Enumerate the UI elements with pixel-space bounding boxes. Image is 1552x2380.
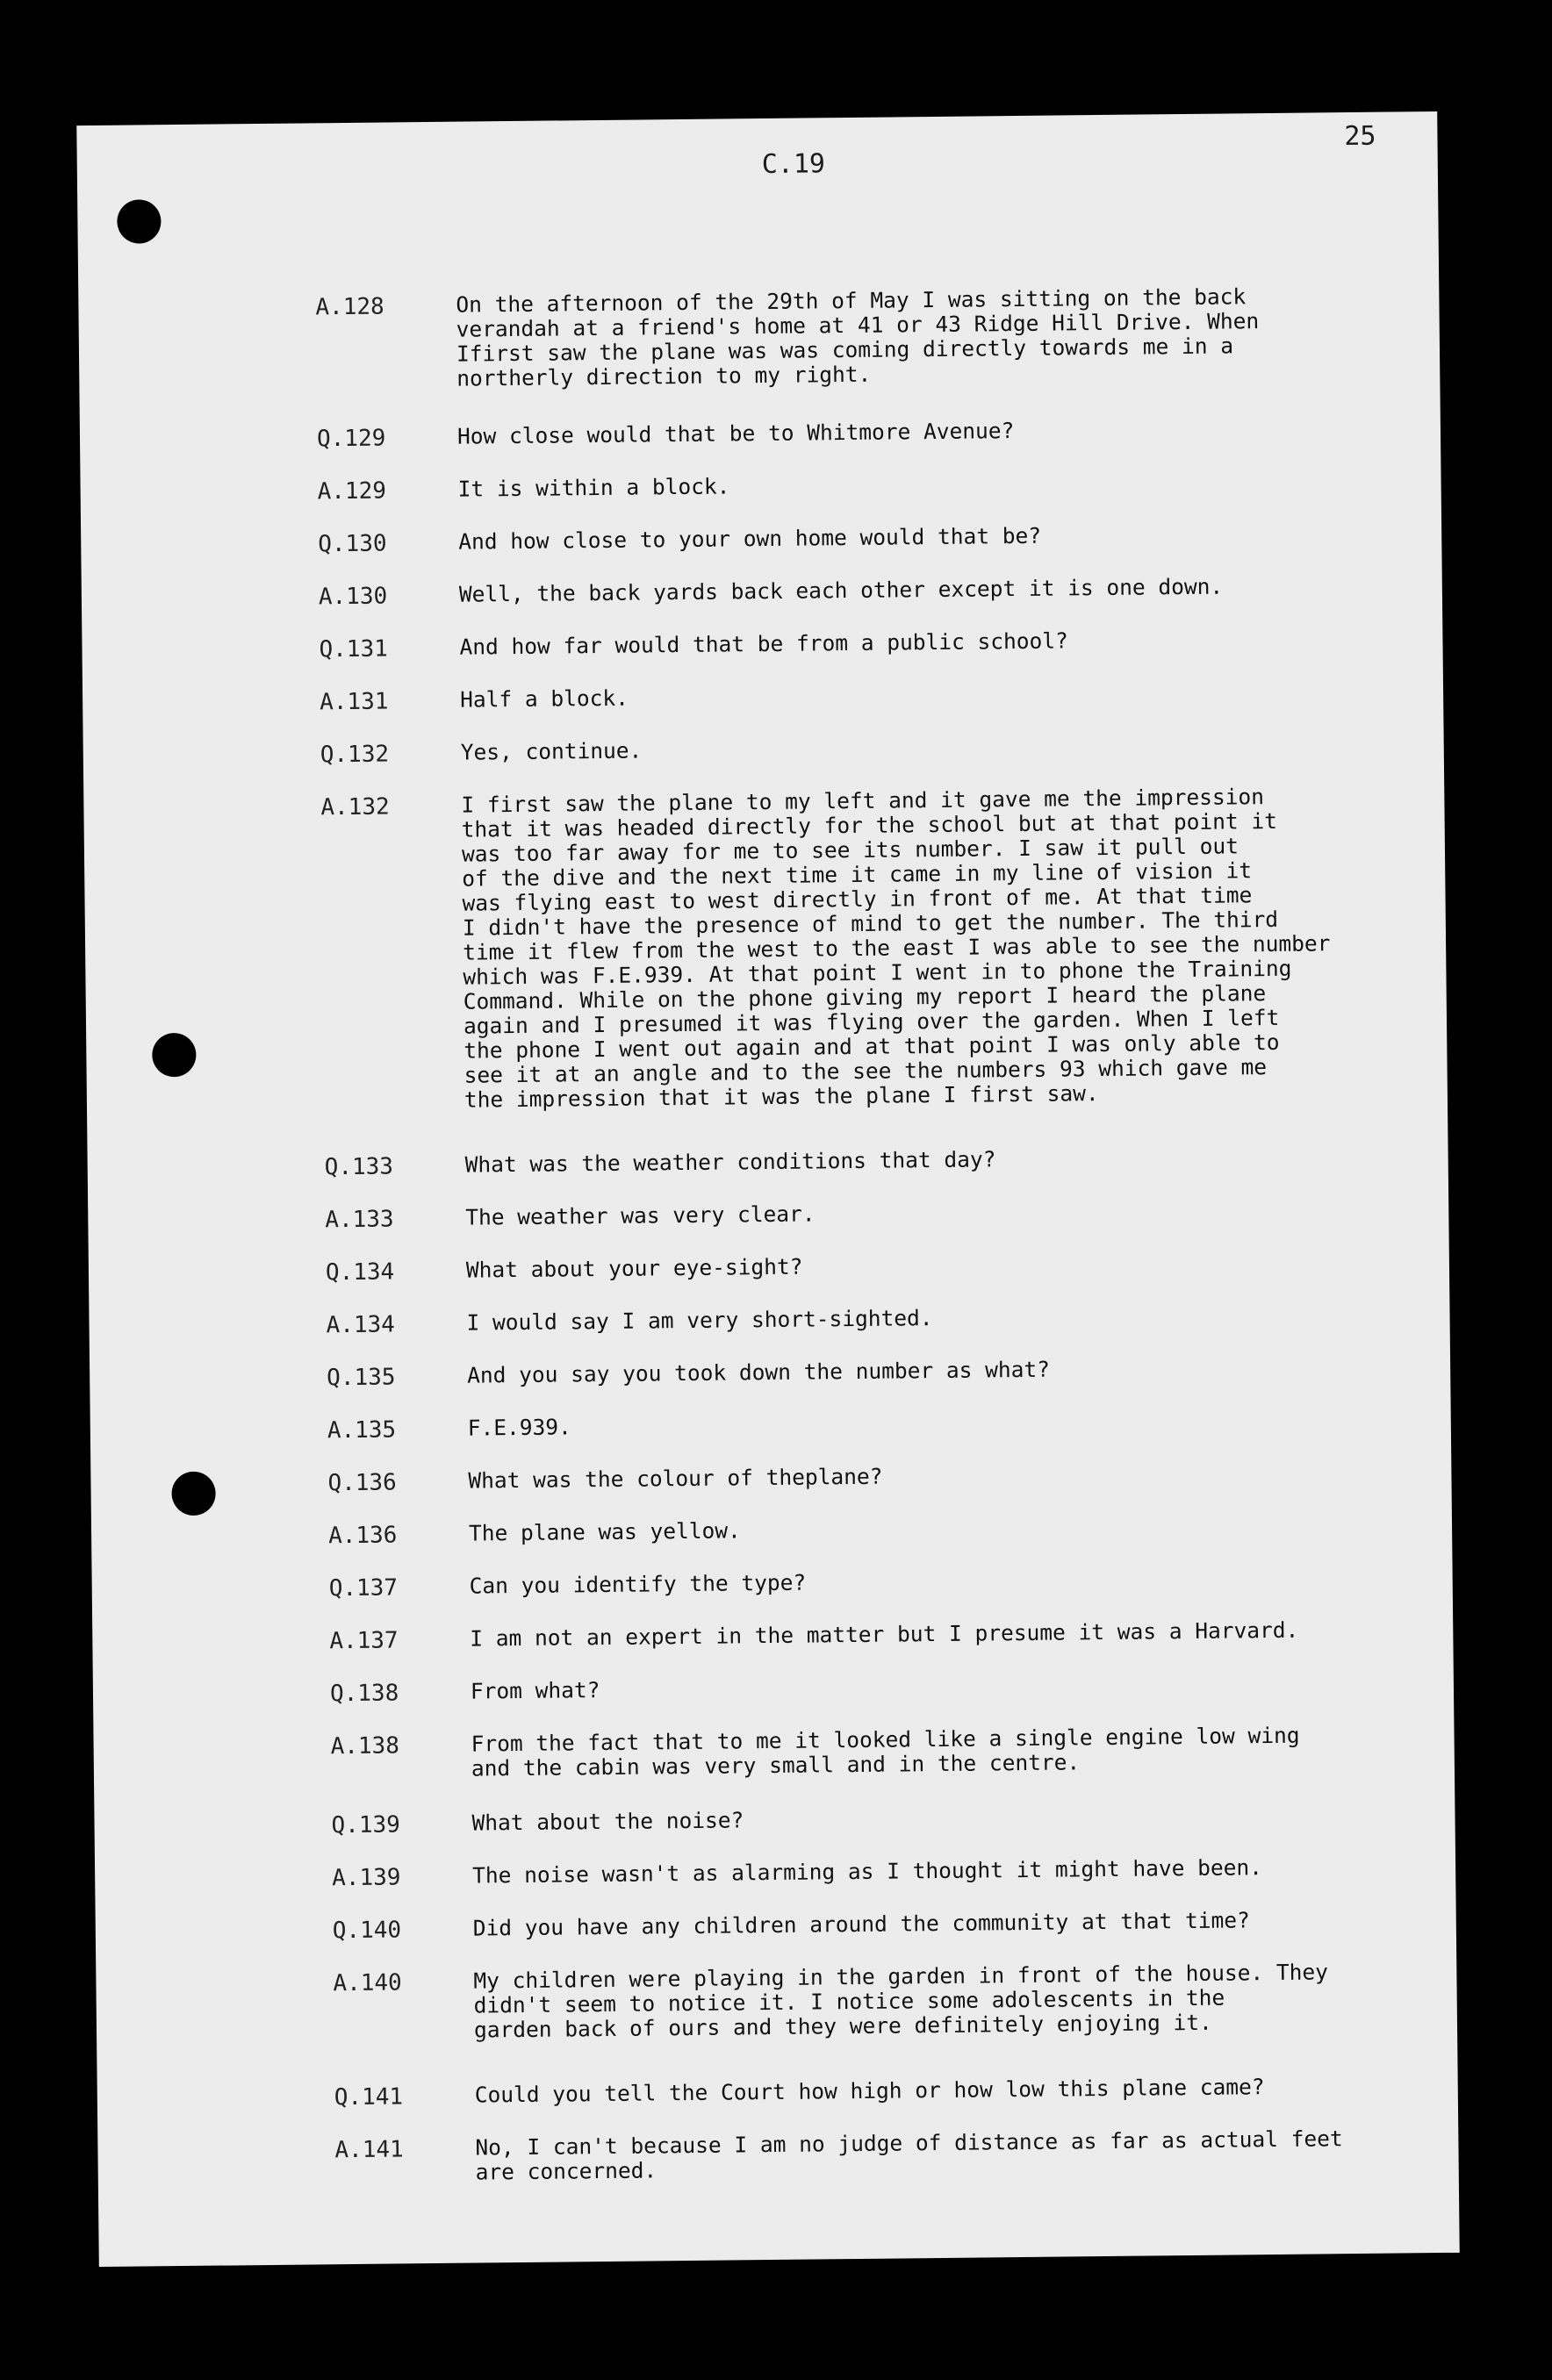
entry-label: A.131 — [320, 688, 389, 716]
testimony-entry — [83, 783, 1444, 1113]
entry-text: From the fact that to me it looked like a single engine low wing and the cabin was very small and in the centre. — [471, 1722, 1300, 1781]
entry-label: Q.130 — [318, 530, 387, 558]
punch-hole — [152, 1033, 197, 1078]
testimony-entry — [80, 414, 1441, 453]
entry-text: What about the noise? — [471, 1807, 744, 1836]
testimony-entry — [88, 1143, 1448, 1181]
entry-text: Did you have any children around the community at that time? — [472, 1907, 1250, 1941]
entry-label: A.140 — [333, 1969, 402, 1997]
entry-label: A.136 — [327, 1522, 398, 1550]
entry-label: Q.132 — [320, 741, 390, 769]
punch-hole — [171, 1472, 216, 1516]
entry-label: Q.138 — [329, 1680, 399, 1708]
testimony-entry — [97, 2126, 1458, 2185]
entry-text: Well, the back yards back each other except it is one down. — [458, 573, 1224, 607]
testimony-entry — [94, 1801, 1455, 1839]
entry-text: Half a block. — [459, 685, 629, 713]
testimony-entry — [92, 1617, 1453, 1655]
entry-text: Can you identify the type? — [469, 1569, 807, 1599]
entry-text: And how far would that be from a public school? — [459, 627, 1068, 660]
entry-text: What was the weather conditions that day? — [464, 1146, 996, 1178]
entry-label: A.134 — [326, 1311, 396, 1339]
testimony-entry — [95, 1853, 1455, 1892]
testimony-entry — [93, 1722, 1454, 1781]
entry-text: Could you tell the Court how high or how low this plane came? — [474, 2074, 1265, 2108]
punch-hole — [117, 199, 162, 244]
entry-label: A.128 — [315, 293, 384, 321]
testimony-entry — [89, 1301, 1449, 1339]
entry-label: Q.139 — [331, 1811, 401, 1839]
entry-label: Q.133 — [324, 1153, 394, 1181]
testimony-entry — [90, 1406, 1451, 1444]
testimony-entry — [96, 1906, 1456, 1945]
entry-label: Q.134 — [325, 1258, 395, 1287]
entry-text: I would say I am very short-sighted. — [466, 1305, 933, 1336]
entry-label: Q.140 — [332, 1917, 402, 1945]
testimony-entry — [97, 2073, 1458, 2111]
entry-text: What about your eye-sight? — [465, 1253, 803, 1283]
testimony-entry — [83, 677, 1443, 716]
entry-text: I first saw the plane to my left and it gave me the impression that it was headed directly for the school but at that point it was too far away for me to see its number. I saw it pull out of the dive and the next time it came in my line of vision it was flying east to west directly in front of me. At that time I didn't have the presence of mind to get the number. The third time it flew from the west to the east I was able to see the number which was F.E.939. At that point I went in to phone the Training Command. While on the phone giving my report I heard the plane again and I presumed it was flying over the garden. When I left the phone I went out again and at that point I was only able to see it at an angle and to the see the numbers 93 which gave me the impression that it was the plane I first saw. — [461, 784, 1331, 1113]
entry-text: From what? — [470, 1677, 600, 1704]
testimony-entry — [83, 730, 1444, 769]
testimony-entry — [88, 1195, 1448, 1234]
testimony-entry — [90, 1459, 1451, 1497]
entry-text: What was the colour of theplane? — [468, 1463, 883, 1494]
entry-text: The noise wasn't as alarming as I thought it might have been. — [472, 1854, 1263, 1889]
entry-text: It is within a block. — [457, 473, 730, 502]
testimony-entry — [90, 1353, 1450, 1392]
entry-text: And how close to your own home would that be? — [458, 522, 1042, 555]
entry-text: No, I can't because I am no judge of distance as far as actual feet are concerned. — [475, 2126, 1343, 2185]
entry-label: Q.135 — [327, 1364, 396, 1392]
header-code: C.19 — [761, 148, 826, 181]
testimony-entry — [78, 283, 1439, 391]
entry-text: The plane was yellow. — [468, 1517, 741, 1546]
entry-label: A.133 — [325, 1206, 394, 1234]
testimony-entry — [93, 1669, 1454, 1708]
entry-label: A.130 — [318, 583, 388, 611]
entry-label: Q.137 — [328, 1574, 399, 1602]
entry-label: A.135 — [327, 1416, 397, 1444]
entry-label: A.129 — [317, 477, 387, 505]
entry-text: I am not an expert in the matter but I presume it was a Harvard. — [470, 1617, 1299, 1652]
page-number: 25 — [1344, 120, 1376, 153]
testimony-entry — [82, 572, 1442, 611]
document-page — [76, 111, 1459, 2267]
entry-label: A.138 — [330, 1732, 400, 1760]
entry-text: On the afternoon of the 29th of May I was sitting on the back verandah at a friend's home at 41 or 43 Ridge Hill Drive. When Ifirst saw the plane was was coming directly towards me in a northerly direction to my right. — [456, 283, 1260, 391]
entry-label: Q.131 — [319, 635, 388, 663]
testimony-entry — [89, 1248, 1449, 1287]
entry-text: F.E.939. — [467, 1414, 571, 1441]
entry-label: Q.136 — [327, 1469, 397, 1497]
entry-label: Q.129 — [316, 425, 386, 453]
entry-label: A.139 — [332, 1864, 401, 1892]
entry-text: The weather was very clear. — [465, 1201, 816, 1230]
testimony-entry — [92, 1564, 1453, 1602]
testimony-entry — [96, 1959, 1456, 2043]
entry-text: My children were playing in the garden in front of the house. They didn't seem to notice it. I notice some adolescents in the garden back of ours and they were definitely enjoying it. — [473, 1959, 1329, 2043]
testimony-entry — [81, 467, 1441, 505]
entry-text: Yes, continue. — [460, 737, 643, 765]
entry-label: Q.141 — [334, 2083, 404, 2111]
entry-text: And you say you took down the number as what? — [467, 1356, 1051, 1388]
testimony-entry — [82, 625, 1442, 663]
entry-label: A.141 — [334, 2136, 404, 2164]
entry-label: A.137 — [329, 1627, 399, 1655]
testimony-entry — [81, 520, 1441, 558]
testimony-entry — [91, 1511, 1452, 1550]
entry-label: A.132 — [320, 793, 390, 821]
entry-text: How close would that be to Whitmore Avenue? — [456, 418, 1015, 449]
